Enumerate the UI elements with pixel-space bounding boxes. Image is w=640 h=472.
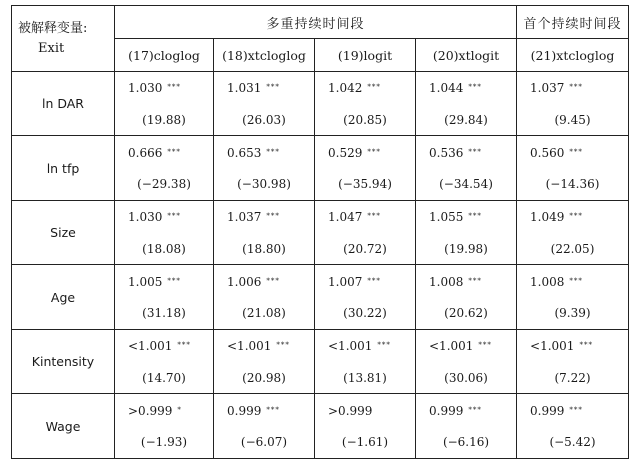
significance-stars: * bbox=[177, 405, 182, 414]
significance-stars: *** bbox=[569, 276, 583, 285]
coefficient-value: 1.031 bbox=[227, 81, 262, 96]
z-statistic-cell: (−29.38) bbox=[115, 169, 214, 201]
z-statistic-cell: (22.05) bbox=[517, 233, 629, 265]
coefficient-value: 1.007 bbox=[328, 274, 363, 289]
coefficient-cell bbox=[517, 329, 629, 362]
coefficient-cell bbox=[315, 72, 416, 105]
significance-stars: *** bbox=[468, 147, 482, 156]
coefficient-cell bbox=[315, 136, 416, 169]
coefficient-cell bbox=[214, 72, 315, 105]
significance-stars: *** bbox=[468, 276, 482, 285]
coefficient-value: >0.999 bbox=[128, 403, 173, 418]
model-header-21: (21)xtcloglog bbox=[517, 39, 629, 72]
coefficient-value: 0.529 bbox=[328, 145, 363, 160]
coefficient-value: 0.666 bbox=[128, 145, 163, 160]
group-header-first-spell: 首个持续时间段 bbox=[517, 6, 629, 39]
coefficient-value: 1.042 bbox=[328, 81, 363, 96]
z-statistic-cell: (−14.36) bbox=[517, 169, 629, 201]
coefficient-value: 1.049 bbox=[530, 210, 565, 225]
significance-stars: *** bbox=[266, 276, 280, 285]
table-row bbox=[12, 136, 629, 169]
coefficient-value: 0.999 bbox=[429, 403, 464, 418]
table-row bbox=[12, 394, 629, 427]
table-body bbox=[12, 72, 629, 459]
coefficient-cell bbox=[115, 200, 214, 233]
coefficient-cell bbox=[517, 394, 629, 427]
z-statistic-cell: (26.03) bbox=[214, 104, 315, 136]
significance-stars: *** bbox=[569, 405, 583, 414]
coefficient-value: 0.536 bbox=[429, 145, 464, 160]
significance-stars: *** bbox=[266, 83, 280, 92]
z-statistic-cell: (13.81) bbox=[315, 362, 416, 394]
coefficient-value: 1.008 bbox=[530, 274, 565, 289]
significance-stars: *** bbox=[367, 147, 381, 156]
table-row bbox=[12, 265, 629, 298]
significance-stars: *** bbox=[167, 276, 181, 285]
coefficient-value: 0.653 bbox=[227, 145, 262, 160]
coefficient-cell bbox=[115, 329, 214, 362]
model-header-20: (20)xtlogit bbox=[416, 39, 517, 72]
z-statistic-cell: (9.45) bbox=[517, 104, 629, 136]
significance-stars: *** bbox=[367, 83, 381, 92]
coefficient-cell bbox=[115, 265, 214, 298]
z-statistic-cell: (20.72) bbox=[315, 233, 416, 265]
z-statistic-cell: (−6.16) bbox=[416, 427, 517, 459]
z-statistic-cell: (20.98) bbox=[214, 362, 315, 394]
coefficient-value: 1.030 bbox=[128, 210, 163, 225]
coefficient-cell bbox=[214, 329, 315, 362]
significance-stars: *** bbox=[579, 341, 593, 350]
coefficient-cell bbox=[416, 394, 517, 427]
coefficient-cell bbox=[214, 394, 315, 427]
significance-stars: *** bbox=[266, 212, 280, 221]
significance-stars: *** bbox=[468, 83, 482, 92]
coefficient-cell bbox=[315, 394, 416, 427]
variable-name-cell: ln tfp bbox=[12, 136, 115, 200]
coefficient-value: 1.037 bbox=[227, 210, 262, 225]
coefficient-value: <1.001 bbox=[227, 339, 272, 354]
coefficient-value: <1.001 bbox=[328, 339, 373, 354]
significance-stars: *** bbox=[177, 341, 191, 350]
coefficient-value: <1.001 bbox=[128, 339, 173, 354]
z-statistic-cell: (−1.61) bbox=[315, 427, 416, 459]
model-header-17: (17)cloglog bbox=[115, 39, 214, 72]
coefficient-cell bbox=[214, 200, 315, 233]
coefficient-value: >0.999 bbox=[328, 403, 373, 418]
significance-stars: *** bbox=[569, 212, 583, 221]
coefficient-value: 1.008 bbox=[429, 274, 464, 289]
significance-stars: *** bbox=[167, 147, 181, 156]
z-statistic-cell: (30.06) bbox=[416, 362, 517, 394]
significance-stars: *** bbox=[167, 83, 181, 92]
coefficient-cell bbox=[315, 329, 416, 362]
coefficient-cell bbox=[416, 72, 517, 105]
coefficient-cell bbox=[416, 329, 517, 362]
coefficient-value: 1.047 bbox=[328, 210, 363, 225]
dependent-variable-label: 被解释变量: bbox=[18, 20, 88, 36]
regression-table bbox=[11, 5, 629, 459]
coefficient-value: 1.055 bbox=[429, 210, 464, 225]
model-header-19: (19)logit bbox=[315, 39, 416, 72]
dependent-variable-name: Exit bbox=[38, 40, 65, 56]
z-statistic-cell: (31.18) bbox=[115, 298, 214, 330]
coefficient-value: <1.001 bbox=[530, 339, 575, 354]
coefficient-cell bbox=[315, 265, 416, 298]
z-statistic-cell: (19.98) bbox=[416, 233, 517, 265]
z-statistic-cell: (9.39) bbox=[517, 298, 629, 330]
header-row-groups bbox=[12, 6, 629, 39]
z-statistic-cell: (7.22) bbox=[517, 362, 629, 394]
significance-stars: *** bbox=[468, 405, 482, 414]
z-statistic-cell: (21.08) bbox=[214, 298, 315, 330]
z-statistic-cell: (29.84) bbox=[416, 104, 517, 136]
variable-name-cell: Age bbox=[12, 265, 115, 329]
coefficient-cell bbox=[115, 136, 214, 169]
significance-stars: *** bbox=[266, 147, 280, 156]
coefficient-value: 0.560 bbox=[530, 145, 565, 160]
coefficient-cell bbox=[517, 72, 629, 105]
significance-stars: *** bbox=[569, 83, 583, 92]
coefficient-cell bbox=[416, 200, 517, 233]
coefficient-cell bbox=[517, 200, 629, 233]
variable-name-cell: Wage bbox=[12, 394, 115, 459]
z-statistic-cell: (20.62) bbox=[416, 298, 517, 330]
z-statistic-cell: (20.85) bbox=[315, 104, 416, 136]
z-statistic-cell: (−34.54) bbox=[416, 169, 517, 201]
coefficient-cell bbox=[416, 136, 517, 169]
z-statistic-cell: (30.22) bbox=[315, 298, 416, 330]
variable-name-cell: Size bbox=[12, 200, 115, 264]
coefficient-cell bbox=[115, 72, 214, 105]
coefficient-value: 1.044 bbox=[429, 81, 464, 96]
table-row bbox=[12, 72, 629, 105]
coefficient-value: 1.005 bbox=[128, 274, 163, 289]
coefficient-cell bbox=[517, 136, 629, 169]
z-statistic-cell: (14.70) bbox=[115, 362, 214, 394]
model-header-18: (18)xtcloglog bbox=[214, 39, 315, 72]
significance-stars: *** bbox=[468, 212, 482, 221]
coefficient-cell bbox=[115, 394, 214, 427]
significance-stars: *** bbox=[367, 212, 381, 221]
variable-name-cell: ln DAR bbox=[12, 72, 115, 136]
table-row bbox=[12, 200, 629, 233]
z-statistic-cell: (−35.94) bbox=[315, 169, 416, 201]
coefficient-value: 1.037 bbox=[530, 81, 565, 96]
z-statistic-cell: (18.08) bbox=[115, 233, 214, 265]
z-statistic-cell: (18.80) bbox=[214, 233, 315, 265]
coefficient-cell bbox=[416, 265, 517, 298]
significance-stars: *** bbox=[377, 341, 391, 350]
coefficient-value: 0.999 bbox=[227, 403, 262, 418]
z-statistic-cell: (19.88) bbox=[115, 104, 214, 136]
group-header-multiple-spells: 多重持续时间段 bbox=[115, 6, 517, 39]
significance-stars: *** bbox=[167, 212, 181, 221]
z-statistic-cell: (−5.42) bbox=[517, 427, 629, 459]
coefficient-cell bbox=[315, 200, 416, 233]
variable-name-cell: Kintensity bbox=[12, 329, 115, 393]
coefficient-value: <1.001 bbox=[429, 339, 474, 354]
coefficient-value: 0.999 bbox=[530, 403, 565, 418]
coefficient-cell bbox=[214, 265, 315, 298]
z-statistic-cell: (−6.07) bbox=[214, 427, 315, 459]
z-statistic-cell: (−30.98) bbox=[214, 169, 315, 201]
coefficient-value: 1.030 bbox=[128, 81, 163, 96]
z-statistic-cell: (−1.93) bbox=[115, 427, 214, 459]
coefficient-value: 1.006 bbox=[227, 274, 262, 289]
significance-stars: *** bbox=[569, 147, 583, 156]
significance-stars: *** bbox=[367, 276, 381, 285]
coefficient-cell bbox=[517, 265, 629, 298]
coefficient-cell bbox=[214, 136, 315, 169]
dependent-variable-header bbox=[12, 6, 115, 72]
significance-stars: *** bbox=[276, 341, 290, 350]
table-row bbox=[12, 329, 629, 362]
significance-stars: *** bbox=[266, 405, 280, 414]
regression-table-container bbox=[11, 5, 628, 459]
significance-stars: *** bbox=[478, 341, 492, 350]
